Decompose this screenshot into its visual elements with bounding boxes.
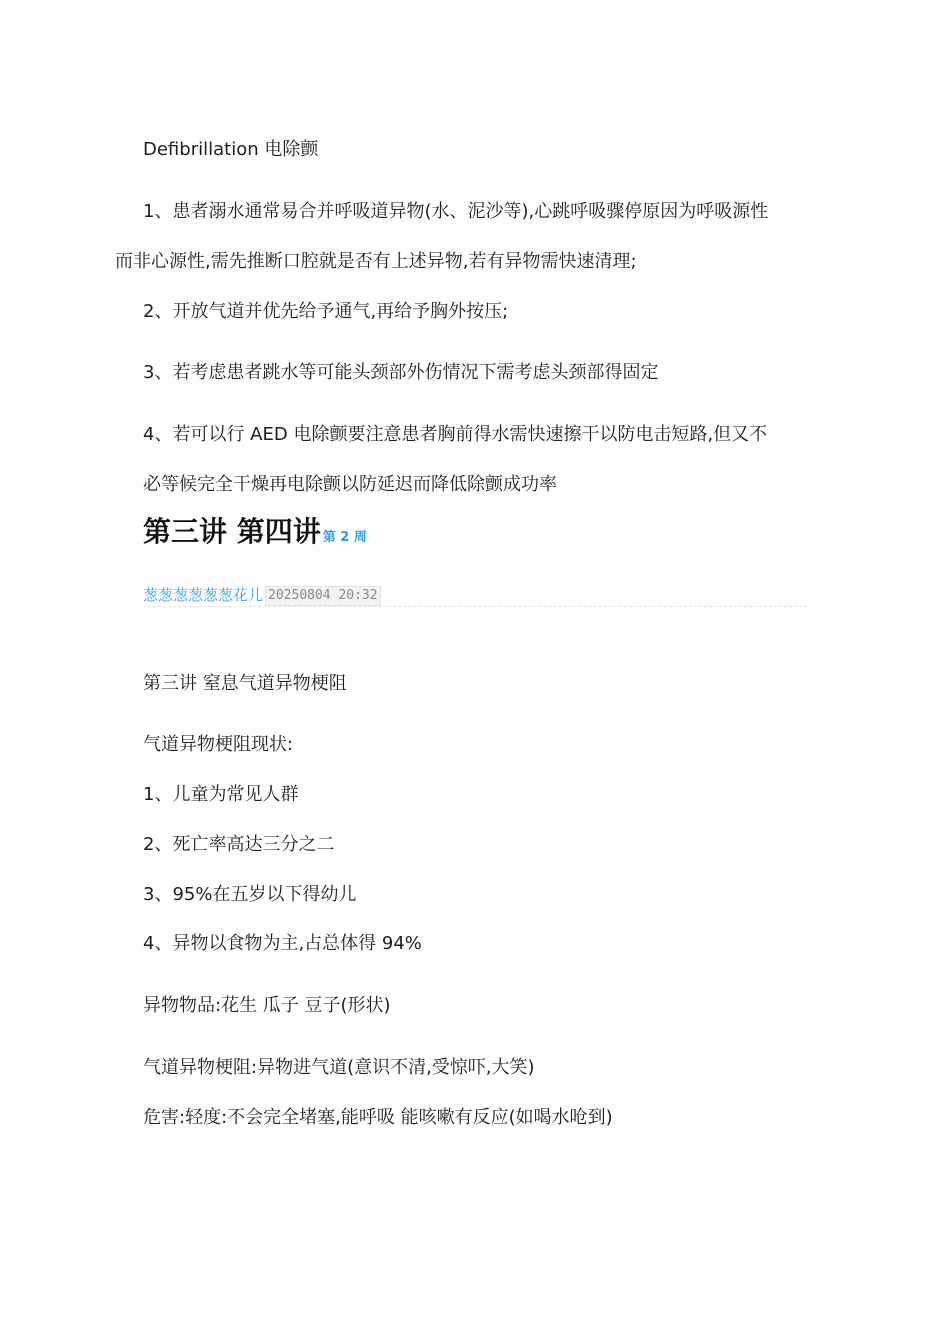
- paragraph-item-4-line-2: 必等候完全干燥再电除颤以防延迟而降低除颤成功率: [143, 474, 557, 495]
- list-item: 2、死亡率高达三分之二: [143, 834, 335, 855]
- section-heading-defibrillation: Defibrillation 电除颤: [143, 139, 319, 160]
- post-title: [143, 512, 367, 558]
- paragraph-harm: 危害:轻度:不会完全堵塞,能呼吸 能咳嗽有反应(如喝水呛到): [143, 1107, 613, 1128]
- post-title-text: 第三讲 第四讲: [143, 515, 321, 548]
- paragraph-item-3: 3、若考虑患者跳水等可能头颈部外伤情况下需考虑头颈部得固定: [143, 362, 659, 383]
- paragraph-item-4-line-1: 4、若可以行 AED 电除颤要注意患者胸前得水需快速擦干以防电击短路,但又不: [143, 424, 768, 445]
- paragraph-item-1-line-2: 而非心源性,需先推断口腔就是否有上述异物,若有异物需快速清理;: [115, 251, 637, 272]
- week-tag: 第 2 周: [322, 530, 367, 545]
- author-link[interactable]: 葱葱葱葱葱葱花儿: [143, 586, 264, 604]
- paragraph-cause: 气道异物梗阻:异物进气道(意识不清,受惊吓,大笑): [143, 1057, 535, 1078]
- list-item: 1、儿童为常见人群: [143, 784, 299, 805]
- paragraph-item-1-line-1: 1、患者溺水通常易合并呼吸道异物(水、泥沙等),心跳呼吸骤停原因为呼吸源性: [143, 201, 769, 222]
- paragraph-item-2: 2、开放气道并优先给予通气,再给予胸外按压;: [143, 301, 509, 322]
- subheading-status: 气道异物梗阻现状:: [143, 734, 294, 755]
- list-item: 3、95%在五岁以下得幼儿: [143, 884, 357, 905]
- paragraph-objects: 异物物品:花生 瓜子 豆子(形状): [143, 995, 391, 1016]
- list-item: 4、异物以食物为主,占总体得 94%: [143, 933, 422, 954]
- post-timestamp: 20250804 20:32: [265, 586, 381, 606]
- post-meta: [143, 584, 807, 607]
- section-heading-choking: 第三讲 窒息气道异物梗阻: [143, 673, 347, 694]
